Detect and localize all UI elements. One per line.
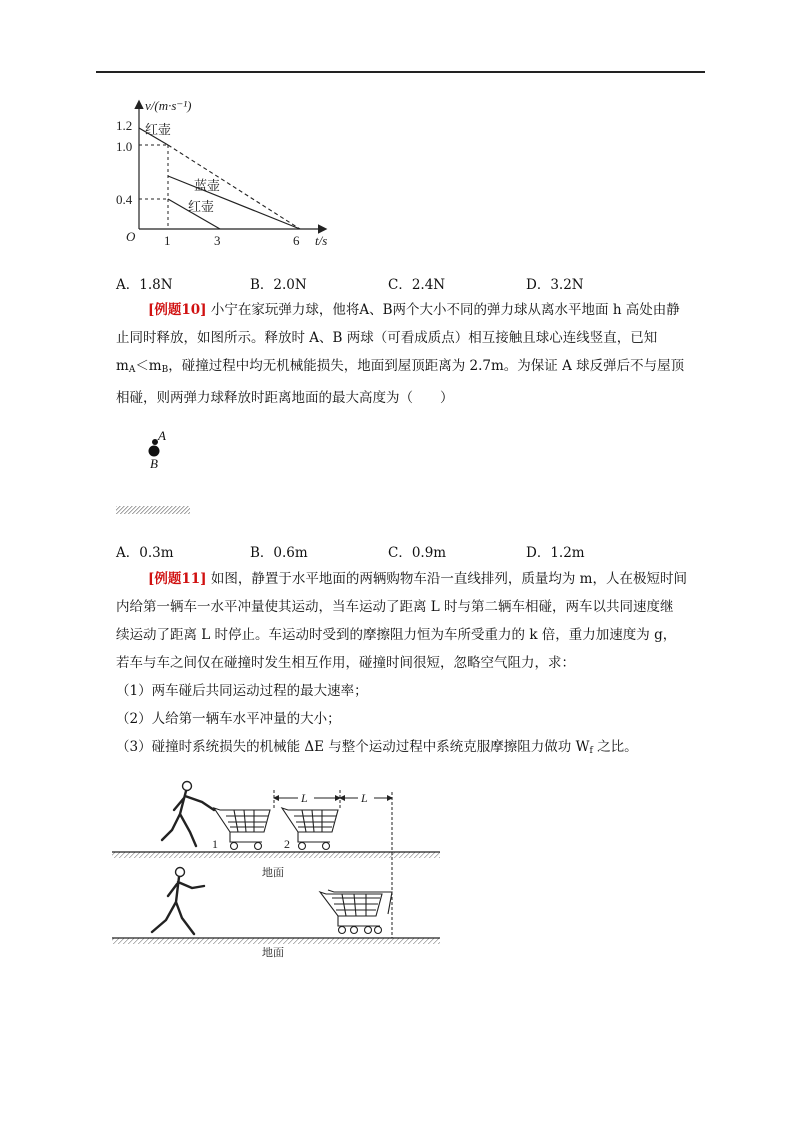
person-pushing — [162, 782, 214, 847]
x-tick-1: 1 — [164, 233, 171, 248]
q11-tag: [例题11] — [148, 571, 207, 587]
q11-stem — [116, 565, 711, 765]
origin-label: O — [126, 229, 136, 244]
q10-option-a: A．0.3m — [116, 545, 174, 561]
person-standing — [152, 868, 204, 935]
vt-chart — [110, 92, 340, 252]
ground-label-1: 地面 — [262, 867, 284, 879]
cart-1 — [214, 808, 270, 850]
ball-a-label: A — [158, 428, 166, 443]
q11-line2: 内给第一辆车一水平冲量使其运动，当车运动了距离 L 时与第二辆车相碰，两车以共同速度继 — [116, 599, 674, 615]
q10-option-d: D．1.2m — [526, 545, 585, 561]
q11-sub2: （2）人给第一辆车水平冲量的大小； — [116, 711, 341, 727]
q9-option-d: D．3.2N — [526, 277, 584, 293]
q11-line4: 若车与车之间仅在碰撞时发生相互作用，碰撞时间很短，忽略空气阻力，求： — [116, 655, 575, 671]
cart-1-label: 1 — [212, 837, 218, 851]
label-red-pot-2: 红壶 — [188, 199, 215, 214]
q10-option-c: C．0.9m — [388, 545, 447, 561]
ball-b-label: B — [150, 456, 158, 471]
dimension-L-2: L — [361, 791, 368, 805]
carts-stacked — [320, 890, 392, 934]
q9-option-a: A．1.8N — [116, 277, 173, 293]
balls-figure — [140, 424, 180, 472]
cart-2-label: 2 — [284, 837, 290, 851]
dimension-L-1: L — [301, 791, 308, 805]
cart-2 — [282, 808, 338, 850]
y-tick-1.0: 1.0 — [116, 139, 133, 154]
q11-sub3: （3）碰撞时系统损失的机械能 ΔE 与整个运动过程中系统克服摩擦阻力做功 $W_f$ 之比。 — [116, 739, 638, 756]
x-tick-6: 6 — [293, 233, 300, 248]
q10-tag: [例题10] — [148, 302, 207, 318]
label-blue-pot: 蓝壶 — [194, 178, 221, 193]
q10-line3: $m_A<m_B$，碰撞过程中均无机械能损失，地面到屋顶距离为 2.7m。为保证 A 球反弹后不与屋顶 — [116, 358, 685, 375]
q9-option-c: C．2.4N — [388, 277, 446, 293]
ground-label-2: 地面 — [262, 947, 284, 959]
y-axis-label: v/(m·s⁻¹) — [145, 98, 192, 113]
y-tick-1.2: 1.2 — [116, 118, 133, 133]
q10-line1: 小宁在家玩弹力球，他将A、B两个大小不同的弹力球从离水平地面 h 高处由静 — [206, 302, 680, 318]
q11-line1: 如图，静置于水平地面的两辆购物车沿一直线排列，质量均为 m，人在极短时间 — [206, 571, 687, 587]
q10-stem — [116, 296, 711, 412]
x-tick-3: 3 — [214, 233, 221, 248]
q9-option-b: B．2.0N — [250, 277, 307, 293]
x-axis-label: t/s — [315, 233, 328, 248]
y-tick-0.4: 0.4 — [116, 192, 133, 207]
carts-figure — [112, 780, 442, 960]
q10-option-b: B．0.6m — [250, 545, 308, 561]
q11-sub1: （1）两车碰后共同运动过程的最大速率； — [116, 683, 368, 699]
ball-b — [149, 446, 160, 457]
q11-line3: 续运动了距离 L 时停止。车运动时受到的摩擦阻力恒为车所受重力的 k 倍，重力加速度为 g， — [116, 627, 677, 643]
red-pot-extrapolated — [168, 145, 300, 229]
q10-line2: 止同时释放，如图所示。释放时 A、B 两球（可看成质点）相互接触且球心连线竖直，已知 — [116, 330, 658, 346]
hatched-roof — [116, 506, 190, 516]
q10-line4: 相碰，则两弹力球释放时距离地面的最大高度为（ ） — [116, 390, 454, 406]
label-red-pot-1: 红壶 — [145, 122, 172, 137]
header-rule — [96, 71, 705, 73]
